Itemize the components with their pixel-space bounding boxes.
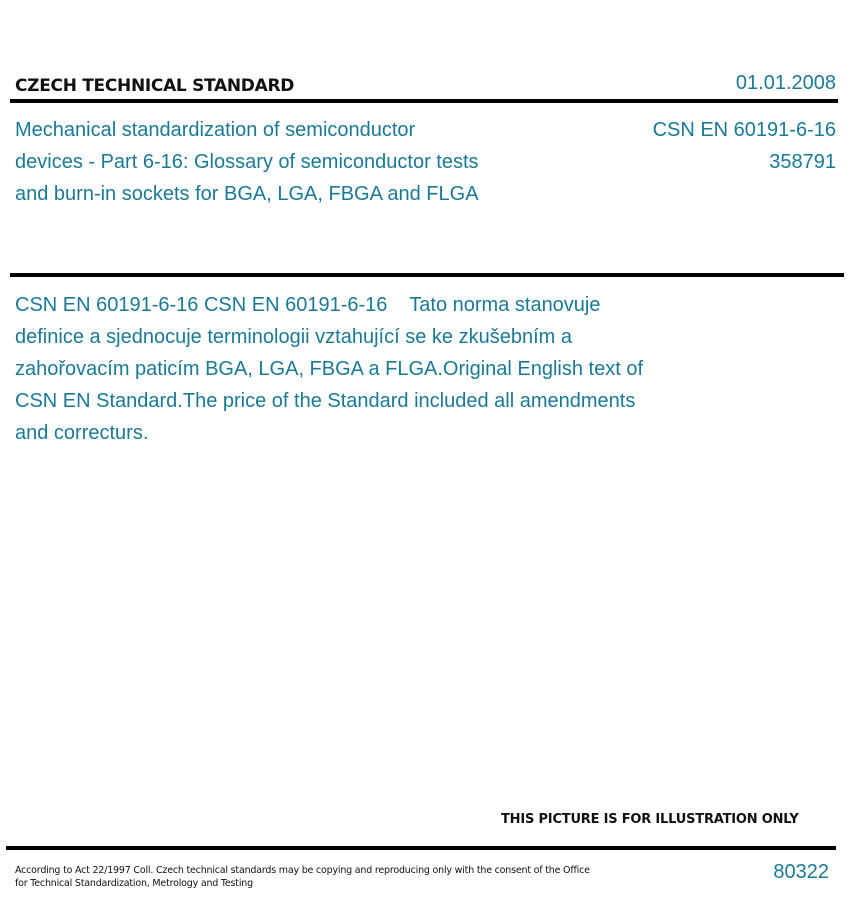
legal-footnote-line-2: for Technical Standardization, Metrology and Testing xyxy=(15,878,253,889)
standard-class-number: 358791 xyxy=(769,151,836,173)
standard-code-block xyxy=(653,114,836,178)
catalog-number: 80322 xyxy=(773,861,829,883)
top-divider xyxy=(10,99,838,103)
illustration-note: THIS PICTURE IS FOR ILLUSTRATION ONLY xyxy=(501,812,799,827)
standard-description: CSN EN 60191-6-16 CSN EN 60191-6-16 Tato norma stanovuje definice a sjednocuje terminologii vztahující se ke zkušebním a zahořovacím paticím BGA, LGA, FBGA a FLGA.Original English text of CSN EN Standard.The price of the Standard included all amendments and correcturs. xyxy=(15,294,649,444)
legal-footnote-line-1: According to Act 22/1997 Coll. Czech technical standards may be copying and reproducing only with the consent of the Office xyxy=(15,865,590,876)
standard-title: Mechanical standardization of semiconductor devices - Part 6-16: Glossary of semiconductor tests and burn-in sockets for BGA, LGA, FBGA and FLGA xyxy=(15,119,479,205)
document-heading: CZECH TECHNICAL STANDARD xyxy=(15,76,295,96)
legal-footnote xyxy=(15,864,595,890)
standard-code: CSN EN 60191-6-16 xyxy=(652,119,836,141)
middle-divider xyxy=(10,273,844,277)
bottom-divider xyxy=(6,846,836,850)
publication-date: 01.01.2008 xyxy=(735,72,836,94)
